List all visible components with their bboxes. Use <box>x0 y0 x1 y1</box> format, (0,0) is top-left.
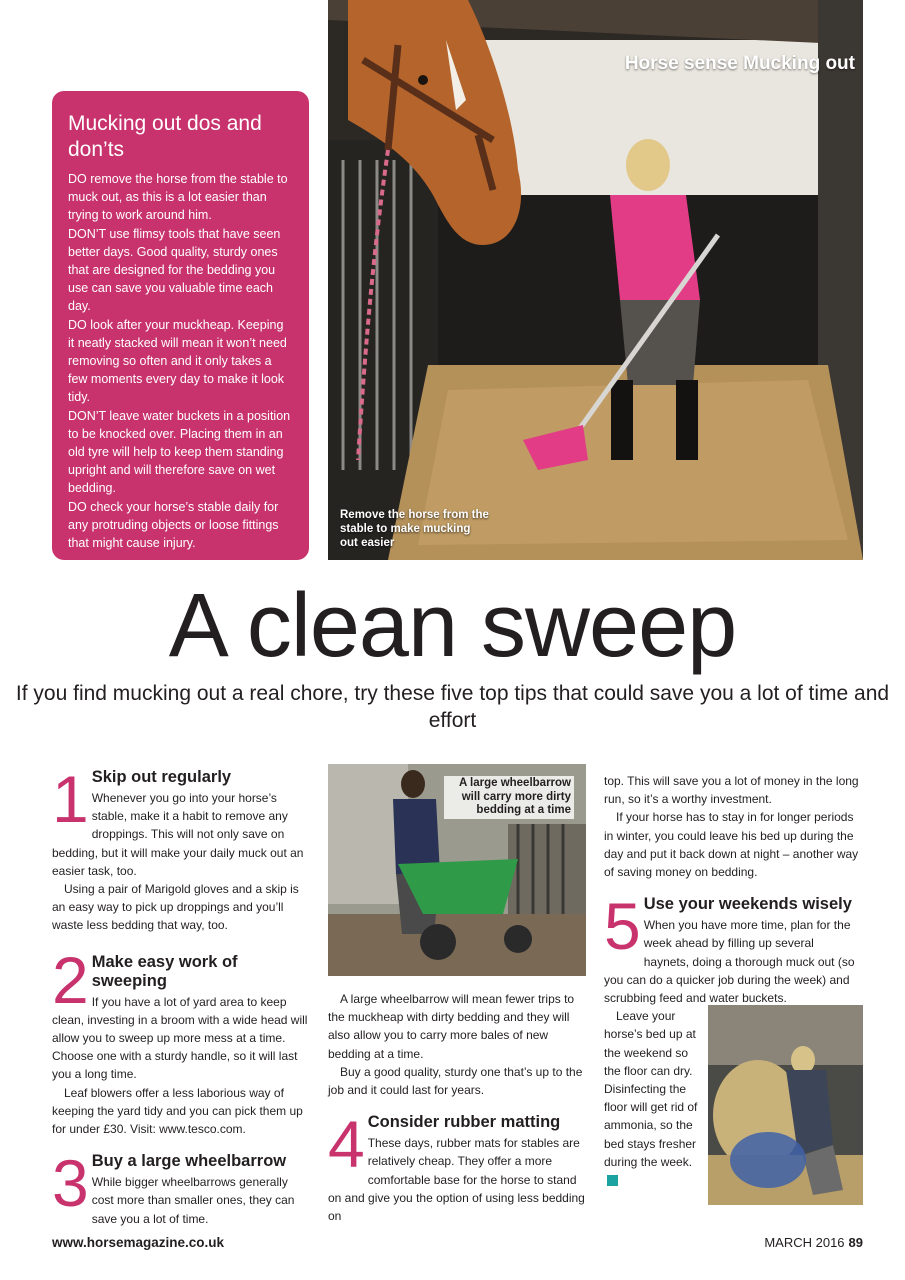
stable-illustration <box>328 0 863 560</box>
footer-date <box>764 1235 863 1250</box>
tip-paragraph: If your horse has to stay in for longer periods in winter, you could leave his bed up during the day and put it back down at night – another way of saving money on bedding. <box>604 810 859 880</box>
tip-paragraph: While bigger wheelbarrows generally cost more than smaller ones, they can save you a lot of time. <box>91 1175 295 1226</box>
tip-paragraph: Using a pair of Marigold gloves and a skip is an easy way to pick up droppings and you’ll waste less bedding that way, too. <box>52 882 299 933</box>
haynet-illustration <box>708 1005 863 1205</box>
tip-number: 1 <box>52 762 89 836</box>
dos-item: DO remove the horse from the stable to muck out, as this is a lot easier than trying to work around him. <box>68 172 288 223</box>
dos-title: Mucking out dos and don’ts <box>68 112 262 161</box>
tip-paragraph: Buy a good quality, sturdy one that’s up to the job and it could last for years. <box>328 1064 583 1098</box>
tip-title: Make easy work of sweeping <box>91 952 238 990</box>
tip-4-continued <box>604 772 862 881</box>
footer-url[interactable]: www.horsemagazine.co.uk <box>52 1235 225 1250</box>
tip-paragraph <box>604 1007 702 1189</box>
tip-number: 5 <box>604 889 641 964</box>
tip-paragraph-text: Leave your horse’s bed up at the weekend so the floor can dry. Disinfecting the floor will get rid of ammonia, so the bed stays fresher during the week. <box>604 1009 698 1169</box>
tip-title: Buy a large wheelbarrow <box>91 1152 287 1171</box>
issue-date: MARCH 2016 <box>764 1235 845 1250</box>
hero-photo <box>328 0 863 560</box>
column-1 <box>52 762 308 1228</box>
tip-3 <box>52 1146 308 1228</box>
dos-item: DO look after your muckheap. Keeping it neatly stacked will mean it won’t need removing so often and it only takes a few moments every day to make it look tidy. <box>68 317 287 405</box>
tip-title: Skip out regularly <box>91 768 232 786</box>
tip-4 <box>328 1107 586 1224</box>
page-number: 89 <box>848 1235 863 1250</box>
tip-paragraph: When you have more time, plan for the week ahead by filling up several haynets, doing a thorough muck out (so you can do a quicker job during the week) and scrubbing feed and water buckets. <box>604 918 855 1006</box>
tip-1 <box>52 762 308 935</box>
tip-number: 2 <box>52 942 89 1017</box>
tip-2 <box>52 942 308 1139</box>
dos-item: DON’T leave water buckets in a position to be knocked over. Placing them in an old tyre will help to keep them standing upright and will therefore save on wet bedding. <box>68 408 291 496</box>
tip-paragraph: A large wheelbarrow will mean fewer trips to the muckheap with dirty bedding and they will also allow you to carry more bales of new bedding at a time. <box>328 992 575 1061</box>
haynet-photo <box>708 1005 863 1205</box>
tip-paragraph: Whenever you go into your horse’s stable, make it a habit to remove any droppings. This will not only save on bedding, but it will make your daily muck out an easier task, too. <box>52 791 304 878</box>
dos-and-donts-box <box>52 91 309 560</box>
hero-caption: Remove the horse from the stable to make mucking out easier <box>340 509 489 549</box>
tip-title: Consider rubber matting <box>367 1113 561 1132</box>
tip-paragraph: If you have a lot of yard area to keep clean, investing in a broom with a wide head will allow you to sweep up more mess at a time. Choose one with a sturdy handle, so it will last you a long time. <box>52 994 308 1082</box>
wheelbarrow-photo <box>328 764 586 976</box>
tip-paragraph: Leaf blowers offer a less laborious way of keeping the yard tidy and you can pick them up for under £30. Visit: www.tesco.com. <box>52 1085 303 1137</box>
wheelbarrow-caption: A large wheelbarrow will carry more dirty bedding at a time <box>444 776 574 819</box>
tip-number: 4 <box>328 1107 365 1182</box>
standfirst: If you find mucking out a real chore, try these five top tips that could save you a lot of time and effort <box>15 682 890 732</box>
tip-3-continued <box>328 990 586 1099</box>
end-marker-icon <box>607 1175 618 1186</box>
tip-paragraph: These days, rubber mats for stables are relatively cheap. They offer a more comfortable base for the horse to stand on and give you the option of using less bedding on <box>328 1136 585 1224</box>
tip-title: Use your weekends wisely <box>643 895 852 914</box>
section-tag: Horse sense Mucking out <box>624 53 855 74</box>
tip-number: 3 <box>52 1146 89 1221</box>
dos-item: DON’T use flimsy tools that have seen better days. Good quality, sturdy ones that are designed for the bedding you use can save you valuable time each day. <box>68 226 281 314</box>
headline: A clean sweep <box>168 576 737 676</box>
column-2 <box>328 764 586 1224</box>
dos-item: DO check your horse’s stable daily for any protruding objects or loose fittings that might cause injury. <box>68 499 279 551</box>
tip-paragraph: top. This will save you a lot of money in the long run, so it’s a worthy investment. <box>604 774 859 807</box>
